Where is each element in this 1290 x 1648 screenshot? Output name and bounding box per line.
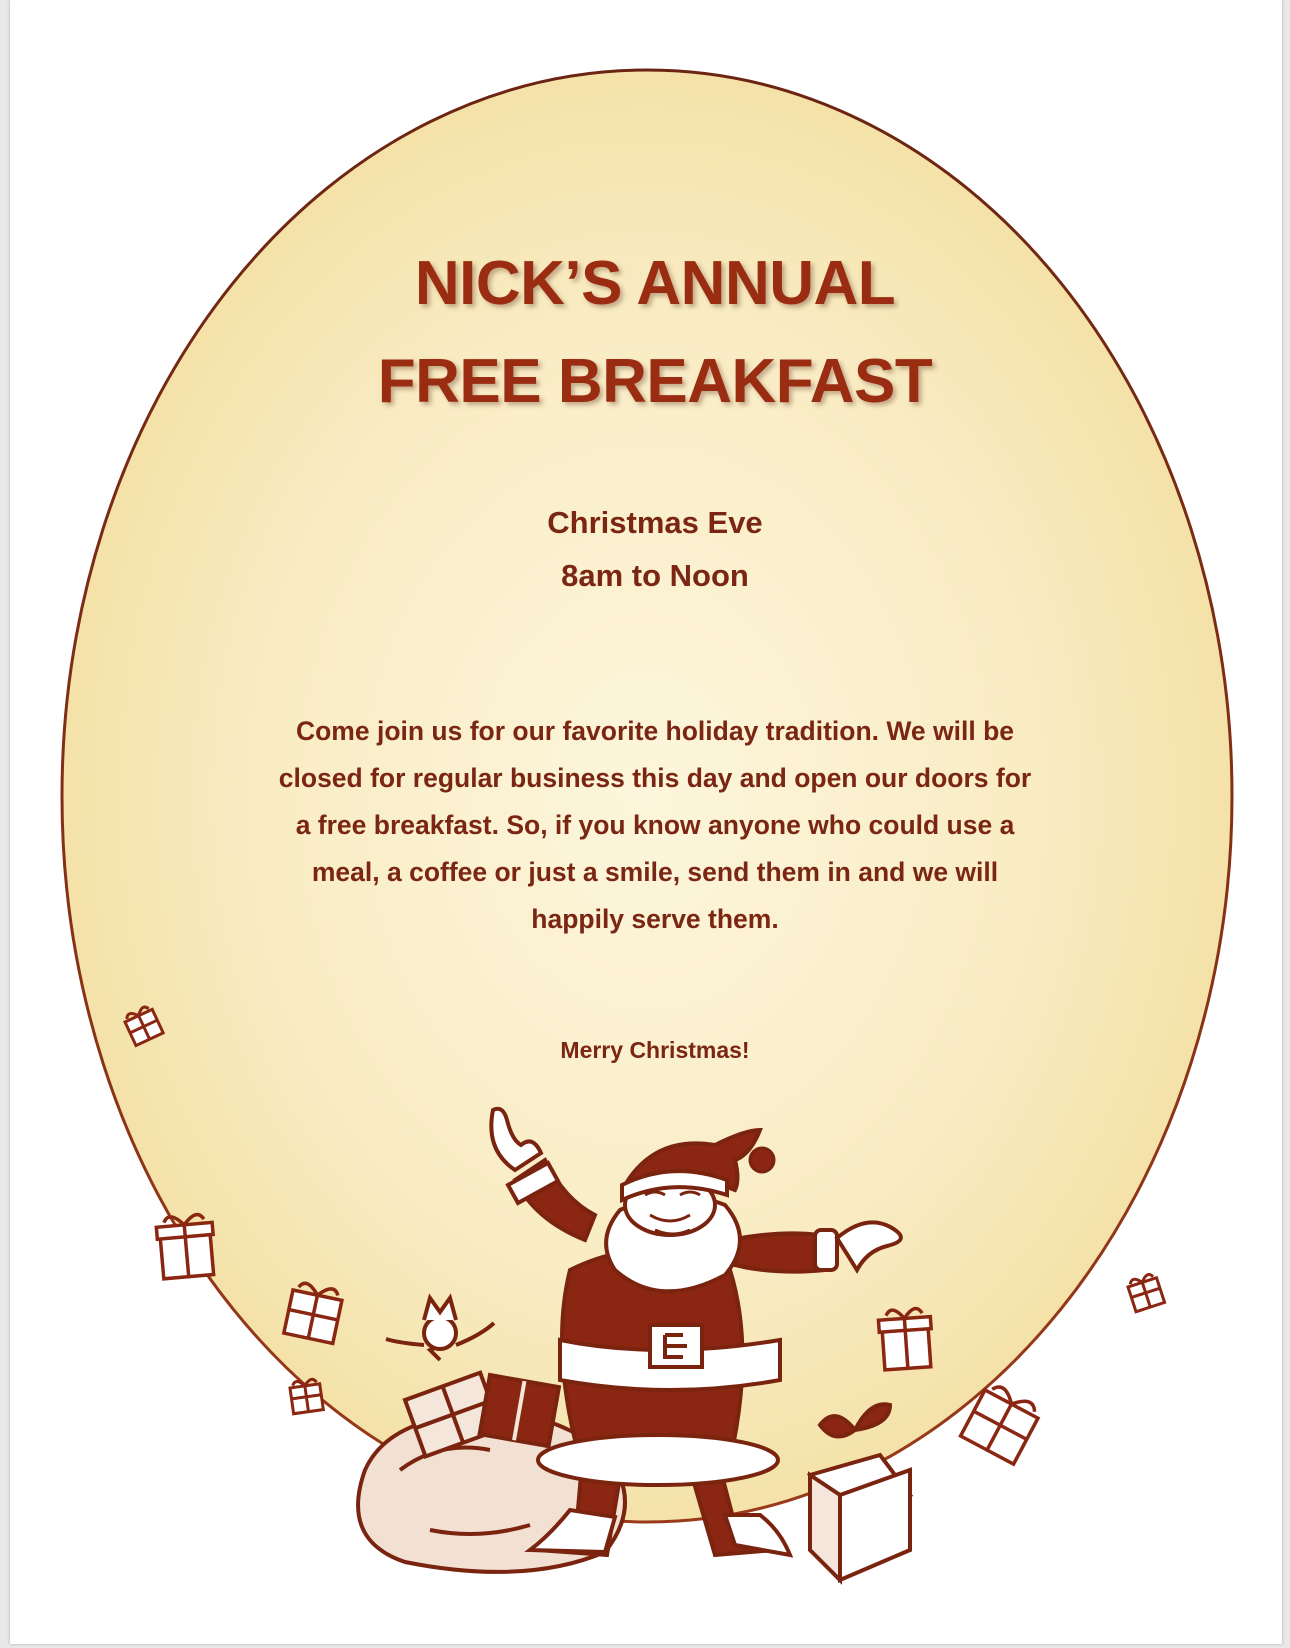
gift-box-icon <box>289 1378 323 1413</box>
jack-in-the-box <box>386 1298 494 1360</box>
flyer-title-line1: NICK’S ANNUAL <box>414 249 896 318</box>
gift-box-icon <box>878 1307 934 1370</box>
flyer-page <box>10 0 1282 1644</box>
event-description: Come join us for our favorite holiday tradition. We will be closed for regular business this day and open our doors for a free breakfast. So, if you know anyone who could use a meal, a coffee or just a smile, send them in and we will happily serve them. <box>278 716 1032 934</box>
gift-box-icon <box>156 1213 217 1279</box>
gift-box-icon <box>961 1381 1043 1464</box>
closing-greeting: Merry Christmas! <box>560 1037 750 1063</box>
gift-box-icon <box>810 1404 910 1580</box>
gift-box-icon <box>1126 1272 1164 1311</box>
event-date: Christmas Eve <box>547 505 763 540</box>
flyer-title-line2: FREE BREAKFAST <box>377 347 933 416</box>
event-time: 8am to Noon <box>561 558 749 593</box>
gift-box-icon <box>284 1281 344 1343</box>
